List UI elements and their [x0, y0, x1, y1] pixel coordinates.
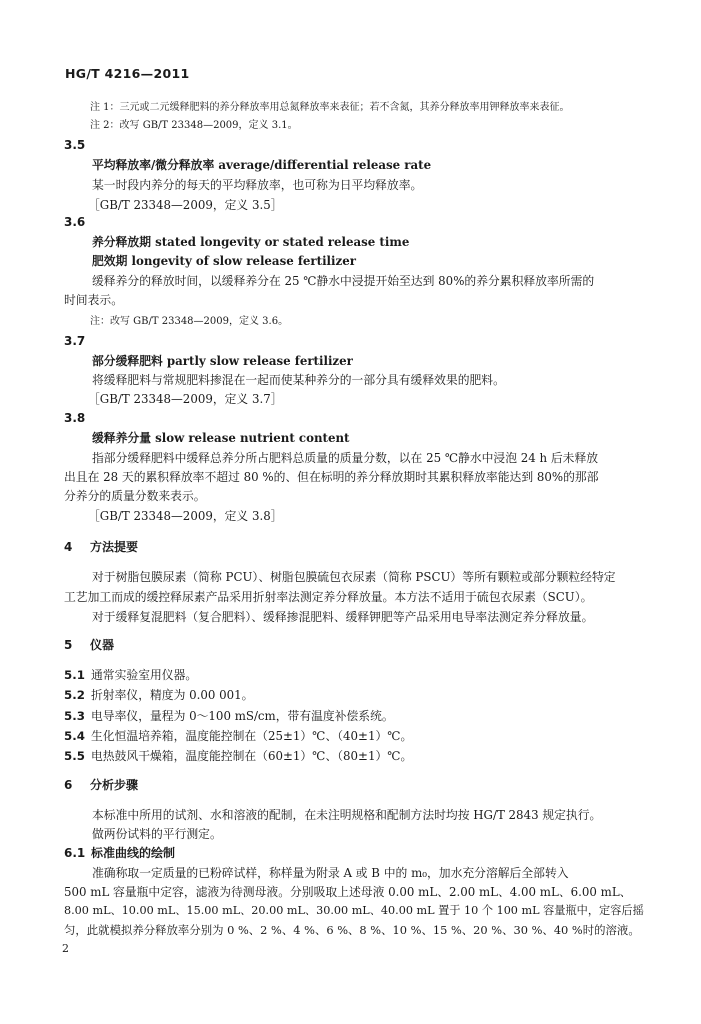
- note-1: 注 1：三元或二元缓释肥料的养分释放率用总氮释放率来表征；若不含氮，其养分释放率用钾释放率来表征。: [90, 102, 570, 113]
- definition-text: 分养分的质量分数来表示。: [64, 489, 206, 503]
- paragraph-line: 对于缓释复混肥料（复合肥料）、缓释掺混肥料、缓释钾肥等产品采用电导率法测定养分释放量。: [92, 610, 594, 624]
- section-title: 仪器: [90, 638, 115, 652]
- definition-text: 某一时段内养分的每天的平均释放率，也可称为日平均释放率。: [92, 178, 423, 192]
- term-title: 部分缓释肥料 partly slow release fertilizer: [92, 354, 353, 368]
- list-item: [64, 687, 253, 703]
- term-title: 平均释放率/微分释放率 average/differential release rate: [92, 158, 432, 172]
- definition-source: ［GB/T 23348—2009，定义 3.5］: [88, 198, 283, 212]
- item-number: 5.5: [64, 749, 85, 763]
- clause-number: 3.7: [64, 334, 86, 348]
- clause-number: 3.8: [64, 411, 86, 425]
- paragraph-line: 匀，此就模拟养分释放率分别为 0 %、2 %、4 %、6 %、8 %、10 %、15 %、20 %、30 %、40 %时的溶液。: [64, 923, 640, 937]
- paragraph-line: 做两份试料的平行测定。: [92, 827, 222, 841]
- item-text: 折射率仪，精度为 0.00 001。: [91, 688, 254, 702]
- clause-number: 3.6: [64, 215, 86, 229]
- definition-source: 注：改写 GB/T 23348—2009，定义 3.6。: [90, 316, 289, 327]
- item-text: 通常实验室用仪器。: [91, 668, 198, 682]
- definition-text: 指部分缓释肥料中缓释总养分所占肥料总质量的质量分数，以在 25 ℃静水中浸泡 24 h 后未释放: [92, 451, 599, 465]
- subsection-title: 标准曲线的绘制: [91, 846, 176, 860]
- section-title: 分析步骤: [90, 778, 139, 792]
- section-title: 方法提要: [90, 540, 139, 554]
- paragraph-line: 对于树脂包膜尿素（简称 PCU）、树脂包膜硫包衣尿素（简称 PSCU）等所有颗粒或部分颗粒经特定: [92, 570, 616, 584]
- page-number: 2: [62, 942, 69, 955]
- section-number: 6: [64, 778, 73, 792]
- paragraph-line: 工艺加工而成的缓控释尿素产品采用折射率法测定养分释放量。本方法不适用于硫包衣尿素（SCU）。: [64, 590, 593, 604]
- paragraph-line: 8.00 mL、10.00 mL、15.00 mL、20.00 mL、30.00 mL、40.00 mL 置于 10 个 100 mL 容量瓶中，定容后摇: [64, 904, 644, 917]
- section-heading: [64, 539, 138, 555]
- definition-source: ［GB/T 23348—2009，定义 3.7］: [88, 392, 283, 406]
- paragraph-line: 500 mL 容量瓶中定容，滤液为待测母液。分别吸取上述母液 0.00 mL、2.00 mL、4.00 mL、6.00 mL、: [64, 885, 632, 899]
- note-2: 注 2：改写 GB/T 23348—2009，定义 3.1。: [90, 120, 298, 131]
- subsection-number: 6.1: [64, 846, 86, 860]
- term-title: 养分释放期 stated longevity or stated release time: [92, 235, 410, 249]
- section-number: 5: [64, 638, 73, 652]
- standard-code: HG/T 4216—2011: [65, 66, 190, 81]
- item-number: 5.2: [64, 688, 85, 702]
- subsection-heading: [64, 845, 175, 861]
- list-item: [64, 667, 197, 683]
- list-item: [64, 728, 412, 744]
- item-text: 电导率仪，量程为 0～100 mS/cm，带有温度补偿系统。: [91, 709, 394, 723]
- item-text: 生化恒温培养箱，温度能控制在（25±1）℃、（40±1）℃。: [91, 729, 413, 743]
- paragraph-line: 准确称取一定质量的已粉碎试样，称样量为附录 A 或 B 中的 m₀，加水充分溶解后全部转入: [92, 866, 569, 880]
- item-number: 5.4: [64, 729, 85, 743]
- section-heading: [64, 777, 138, 793]
- term-title: 肥效期 longevity of slow release fertilizer: [92, 254, 356, 268]
- definition-text: 缓释养分的释放时间，以缓释养分在 25 ℃静水中浸提开始至达到 80%的养分累积释放率所需的: [92, 274, 595, 288]
- definition-text: 将缓释肥料与常规肥料掺混在一起而使某种养分的一部分具有缓释效果的肥料。: [92, 373, 505, 387]
- term-title: 缓释养分量 slow release nutrient content: [92, 431, 350, 445]
- clause-number: 3.5: [64, 138, 86, 152]
- definition-source: ［GB/T 23348—2009，定义 3.8］: [88, 509, 283, 523]
- item-text: 电热鼓风干燥箱，温度能控制在（60±1）℃、（80±1）℃。: [91, 749, 413, 763]
- list-item: [64, 748, 412, 764]
- section-number: 4: [64, 540, 73, 554]
- item-number: 5.1: [64, 668, 85, 682]
- item-number: 5.3: [64, 709, 85, 723]
- definition-text: 出且在 28 天的累积释放率不超过 80 %的、但在标明的养分释放期时其累积释放率能达到 80%的那部: [64, 470, 599, 484]
- definition-text: 时间表示。: [64, 293, 123, 307]
- list-item: [64, 708, 394, 724]
- paragraph-line: 本标准中所用的试剂、水和溶液的配制，在未注明规格和配制方法时均按 HG/T 2843 规定执行。: [92, 808, 602, 822]
- section-heading: [64, 637, 114, 653]
